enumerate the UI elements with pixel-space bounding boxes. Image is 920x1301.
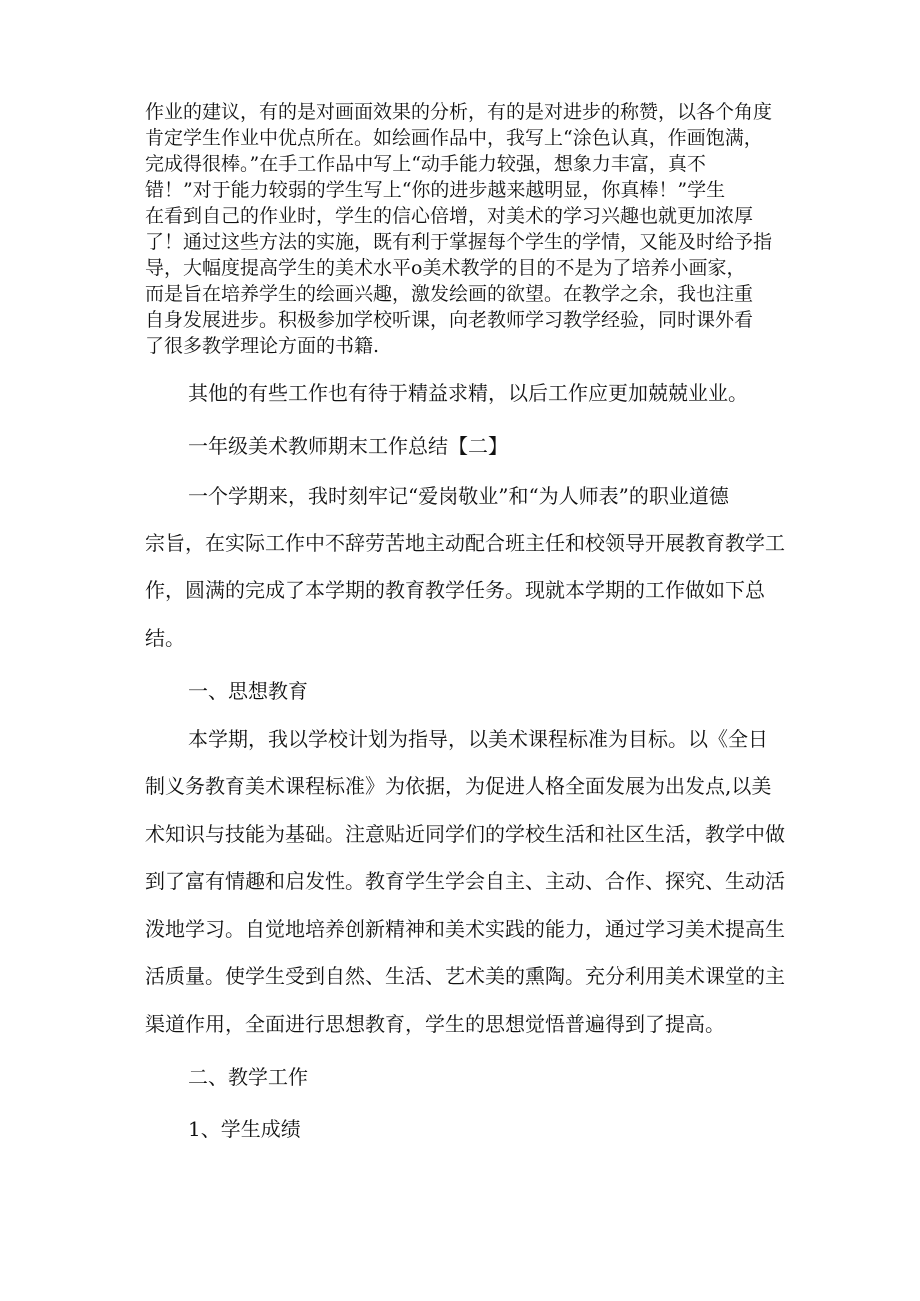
text-line: 作，圆满的完成了本学期的教育教学任务。现就本学期的工作做如下总 xyxy=(145,578,765,602)
text-line: 制义务教育美术课程标准》为依据，为促进人格全面发展为出发点,以美 xyxy=(145,774,772,798)
heading-student-grades: 1、学生成绩 xyxy=(188,1117,301,1141)
text-line: 而是旨在培养学生的绘画兴趣，激发绘画的欲望。在教学之余，我也注重 xyxy=(145,283,754,305)
text-line: 活质量。使学生受到自然、生活、艺术美的熏陶。充分利用美术课堂的主 xyxy=(145,964,785,988)
text-line: 泼地学习。自觉地培养创新精神和美术实践的能力，通过学习美术提高生 xyxy=(145,917,785,941)
text-line: 肯定学生作业中优点所在。如绘画作品中，我写上“涂色认真，作画饱满， xyxy=(145,127,763,149)
text-line: 导，大幅度提高学生的美术水平o美术教学的目的不是为了培养小画家， xyxy=(145,257,746,279)
text-line: 错！”对于能力较弱的学生写上“你的进步越来越明显，你真棒！”学生 xyxy=(145,179,726,201)
text-line: 渠道作用，全面进行思想教育，学生的思想觉悟普遍得到了提高。 xyxy=(145,1012,725,1036)
section-subtitle: 一年级美术教师期末工作总结【二】 xyxy=(188,434,508,458)
heading-teaching-work: 二、教学工作 xyxy=(188,1065,308,1089)
text-line: 作业的建议，有的是对画面效果的分析，有的是对进步的称赞，以各个角度 xyxy=(145,101,773,123)
text-line: 一个学期来，我时刻牢记“爱岗敬业”和“为人师表”的职业道德 xyxy=(188,484,729,508)
text-line: 了！通过这些方法的实施，既有利于掌握每个学生的学情，又能及时给予指 xyxy=(145,231,773,253)
text-line: 本学期，我以学校计划为指导，以美术课程标准为目标。以《全日 xyxy=(188,727,768,751)
text-line: 术知识与技能为基础。注意贴近同学们的学校生活和社区生活，教学中做 xyxy=(145,822,785,846)
text-line: 宗旨，在实际工作中不辞劳苦地主动配合班主任和校领导开展教育教学工 xyxy=(145,531,785,555)
text-line: 完成得很棒。”在手工作品中写上“动手能力较强，想象力丰富，真不 xyxy=(145,153,706,175)
text-line: 结。 xyxy=(145,626,185,650)
text-line: 了很多教学理论方面的书籍. xyxy=(145,335,380,357)
paragraph-closing-remark: 其他的有些工作也有待于精益求精，以后工作应更加兢兢业业。 xyxy=(188,381,748,405)
text-line: 到了富有情趣和启发性。教育学生学会自主、主动、合作、探究、生动活 xyxy=(145,869,785,893)
text-line: 在看到自己的作业时，学生的信心倍增，对美术的学习兴趣也就更加浓厚 xyxy=(145,205,754,227)
heading-ideological-education: 一、思想教育 xyxy=(188,679,308,703)
text-line: 自身发展进步。积极参加学校听课，向老教师学习教学经验，同时课外看 xyxy=(145,309,754,331)
